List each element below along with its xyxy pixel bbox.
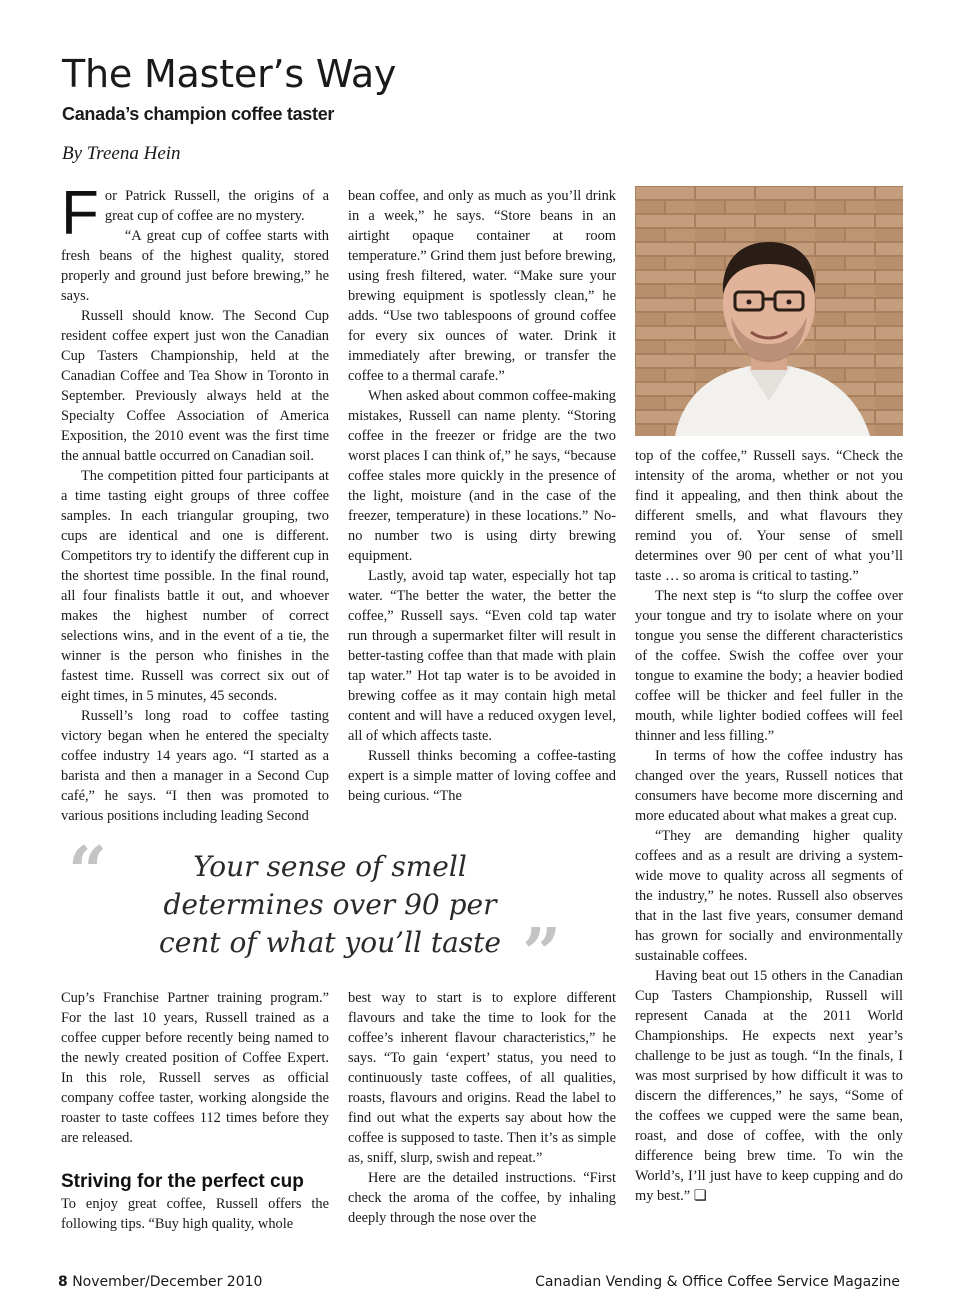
paragraph: “A great cup of coffee starts with fresh beans of the highest quality, stored properly and ground just before brewing,” he says. [61, 228, 329, 304]
end-mark-icon: ❏ [693, 1188, 707, 1204]
paragraph: The next step is “to slurp the coffee over your tongue and try to isolate where on your tongue you sense the different characteristics of the coffee. Swish the coffee over your tongue to examine the body; a heavier bodied coffee will be thicker and feel fuller in the mouth, while lighter bodied coffees will feel thinner and less filling.” [635, 588, 903, 744]
paragraph: Russell’s long road to coffee tasting victory began when he entered the specialty coffee industry 14 years ago. “I started as a barista and then a manager in a Second Cup café,” he says. “I then was promoted to various positions including leading Second [61, 708, 329, 824]
paragraph: bean coffee, and only as much as you’ll drink in a week,” he says. “Store beans in an airtight opaque container at room temperature.” Grind them just before brewing, using fresh filtered, water. “Make sure your brewing equipment is spotlessly clean,” he adds. “Use two tablespoons of ground coffee for every six ounces of water. Drink it immediately after brewing, or transfer the coffee to a thermal carafe.” [348, 188, 616, 384]
close-quote-icon: ” [522, 914, 562, 994]
paragraph: top of the coffee,” Russell says. “Check the intensity of the aroma, whether or not you find it appealing, and then think about the different smells, and what flavours they remind you of. Your sense of smell determines over 90 per cent of what you’ll taste … so aroma is critical to tasting.” [635, 448, 903, 584]
paragraph: For Patrick Russell, the origins of a great cup of coffee are no mystery. [61, 179, 329, 248]
column-2-upper [348, 186, 616, 806]
portrait-illustration [635, 186, 903, 436]
footer-issue [58, 1274, 262, 1290]
column-2-lower [348, 988, 616, 1228]
paragraph: In terms of how the coffee industry has changed over the years, Russell notices that consumers have become more discerning and more educated about what makes a great cup. [635, 748, 903, 824]
page-number: 8 [58, 1274, 68, 1290]
column-1-upper [61, 179, 329, 826]
section-heading: Striving for the perfect cup [61, 1171, 304, 1192]
paragraph: When asked about common coffee-making mistakes, Russell can name plenty. “Storing coffee in the freezer or fridge are the two worst places I can think of,” he says, “because coffee stales more quickly in the presence of the light, moisture (and in the case of the freezer, temperature) in these locations.” No-no number two is using dirty brewing equipment. [348, 388, 616, 564]
article-subtitle: Canada’s champion coffee taster [62, 104, 335, 124]
issue-date: November/December 2010 [72, 1274, 263, 1290]
open-quote-icon: “ [68, 832, 108, 912]
paragraph: Here are the detailed instructions. “First check the aroma of the coffee, by inhaling deeply through the nose over the [348, 1170, 616, 1226]
paragraph: best way to start is to explore different flavours and take the time to look for the coffee’s inherent flavour characteristics,” he says. “To gain ‘expert’ status, you need to continuously taste coffees, of all qualities, roasts, flavours and origins. Read the label to find out what the experts say about how the coffee is supposed to taste. Then it’s as simple as, sniff, slurp, swish and repeat.” [348, 990, 616, 1166]
paragraph: Having beat out 15 others in the Canadian Cup Tasters Championship, Russell will represent Canada at the 2011 World Championships. He expects next year’s challenge to be just as tough. “In the finals, I was most surprised by how difficult it was to discern the differences,” he says, “Some of the coffees we cupped were the same bean, roast, and dose of coffee, with the only difference being brew time. To win the World’s, I’ll just have to keep cupping and do my best.” ❏ [635, 968, 903, 1204]
column-3 [635, 446, 903, 1206]
pull-quote [60, 832, 580, 994]
byline: By Treena Hein [62, 143, 181, 164]
portrait-photo [635, 186, 903, 436]
drop-cap: F [61, 179, 99, 248]
paragraph: “They are demanding higher quality coffees and as a result are driving a system-wide move to quality across all segments of the industry,” he notes. Russell also observes that in the last five years, consumer demand has grown for socially and environmentally sustainable coffees. [635, 828, 903, 964]
paragraph: Cup’s Franchise Partner training program.” For the last 10 years, Russell trained as a coffee cupper before recently being named to the newly created position of Coffee Expert. In this role, Russell serves as official company coffee taster, working alongside the roaster to taste coffees 112 times before they are released. [61, 990, 329, 1146]
article-title: The Master’s Way [62, 52, 397, 96]
paragraph: Lastly, avoid tap water, especially hot tap water. “The better the water, the better the coffee,” Russell says. “Even cold tap water run through a supermarket filter will result in better-tasting coffee than that made with plain tap water.” Hot tap water is to be avoided in brewing coffee as it may contain high metal content and will have a reduced oxygen level, all of which affects taste. [348, 568, 616, 744]
footer-publication: Canadian Vending & Office Coffee Service Magazine [535, 1274, 900, 1290]
paragraph: Russell thinks becoming a coffee-tasting expert is a simple matter of loving coffee and being curious. “The [348, 748, 616, 804]
pull-quote-text: Your sense of smell determines over 90 per cent of what you’ll taste [159, 850, 501, 959]
paragraph: Russell should know. The Second Cup resident coffee expert just won the Canadian Cup Tasters Championship, held at the Canadian Coffee and Tea Show in Toronto in September. Previously always held at the Specialty Coffee Association of America Exposition, the 2010 event was the first time the annual battle occurred on Canadian soil. [61, 308, 329, 464]
paragraph: To enjoy great coffee, Russell offers the following tips. “Buy high quality, whole [61, 1196, 329, 1232]
column-1-lower [61, 988, 329, 1234]
paragraph: The competition pitted four participants at a time tasting eight groups of three coffee samples. In each triangular grouping, two cups are identical and one is different. Competitors try to identify the different cup in the shortest time possible. In the final round, all four finalists battle it out, and whoever makes the highest number of correct selections wins, and in the event of a tie, the winner is the person who finishes in the fastest time. Russell was correct six out of eight times, in 5 minutes, 45 seconds. [61, 468, 329, 704]
